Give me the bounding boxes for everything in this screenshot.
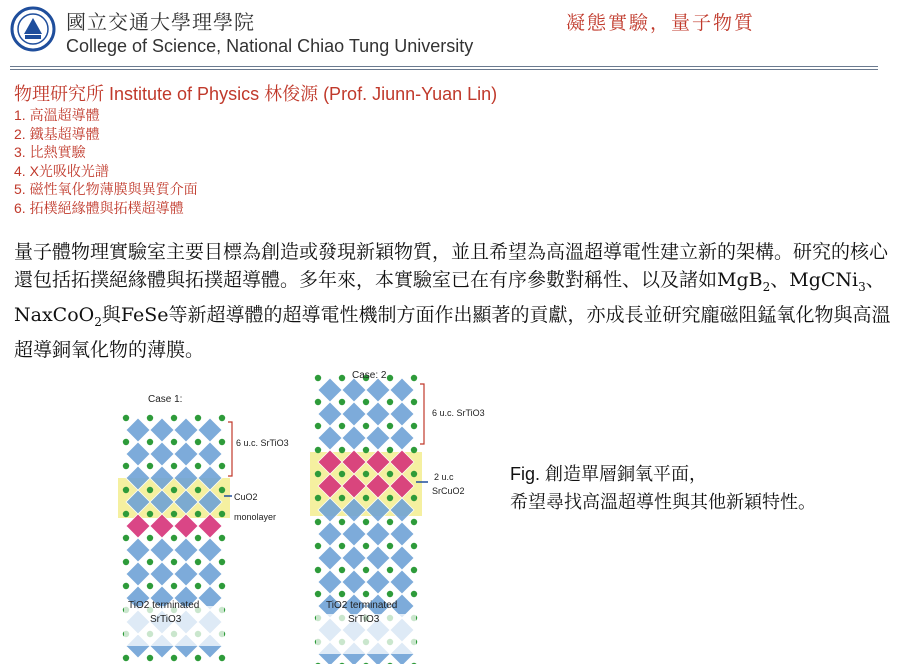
octahedron (174, 538, 198, 562)
atom (123, 511, 129, 517)
atom (411, 567, 417, 573)
atom (147, 655, 153, 661)
atom (411, 543, 417, 549)
atom (219, 583, 225, 589)
atom (387, 495, 393, 501)
octahedron (174, 442, 198, 466)
octahedron (126, 562, 150, 586)
formula-mgcni3: MgCNi (789, 269, 859, 291)
atom (339, 423, 345, 429)
case2-layer-label-2: SrCuO2 (432, 486, 465, 496)
atom (363, 471, 369, 477)
atom (339, 519, 345, 525)
atom (363, 543, 369, 549)
atom (147, 439, 153, 445)
list-item: 2. 鐵基超導體 (14, 125, 100, 142)
case2-substrate-label: TiO2 terminated (326, 600, 398, 611)
atom (315, 567, 321, 573)
atom (195, 439, 201, 445)
formula-mgb2: MgB (717, 269, 763, 291)
atom (171, 655, 177, 661)
atom (195, 583, 201, 589)
atom (123, 583, 129, 589)
atom (219, 559, 225, 565)
atom (171, 487, 177, 493)
octahedron (390, 522, 414, 546)
paragraph-text: 量子體物理實驗室主要目標為創造或發現新穎物質，並且希望為高溫超導電性建立新的架構。研究的核心還包括拓撲絕緣體與拓撲超導體。多年來，本實驗室已在有序參數對稱性、以及諸如 (14, 241, 889, 291)
atom (411, 375, 417, 381)
list-item: 4. X光吸收光譜 (14, 162, 109, 179)
institute-heading: 物理研究所 Institute of Physics 林俊源 (Prof. Jiunn-Yuan Lin) (14, 84, 498, 104)
atom (219, 439, 225, 445)
octahedron (390, 426, 414, 450)
octahedron (150, 538, 174, 562)
atom (387, 423, 393, 429)
atom (171, 463, 177, 469)
octahedron (150, 442, 174, 466)
case2-layer-label: 2 u.c (434, 472, 454, 482)
octahedron (366, 426, 390, 450)
atom (195, 511, 201, 517)
octahedron (366, 378, 390, 402)
caption-line-1: Fig. 創造單層銅氧平面， (510, 464, 708, 484)
separator: 、 (770, 269, 790, 291)
case1-layer-label: CuO2 (234, 492, 258, 502)
atom (411, 471, 417, 477)
octahedron (198, 442, 222, 466)
atom (363, 399, 369, 405)
atom (171, 511, 177, 517)
case2-title: Case: 2 (352, 370, 387, 381)
octahedron (318, 402, 342, 426)
atom (363, 519, 369, 525)
octahedron (318, 546, 342, 570)
atom (219, 463, 225, 469)
atom (339, 567, 345, 573)
substrate-label-bg (124, 606, 224, 646)
list-item: 3. 比熱實驗 (14, 144, 86, 161)
atom (219, 511, 225, 517)
atom (339, 495, 345, 501)
case1-layer-label-2: monolayer (234, 512, 277, 522)
header-divider (10, 66, 878, 67)
atom (411, 447, 417, 453)
octahedron (126, 442, 150, 466)
octahedron (150, 418, 174, 442)
atom (147, 559, 153, 565)
atom (219, 655, 225, 661)
atom (339, 543, 345, 549)
octahedron (366, 546, 390, 570)
atom (219, 415, 225, 421)
atom (315, 471, 321, 477)
case2-substrate-label-2: SrTiO3 (348, 614, 380, 625)
atom (339, 399, 345, 405)
atom (315, 423, 321, 429)
octahedron (174, 418, 198, 442)
case1-title: Case 1: (148, 394, 183, 405)
atom (147, 511, 153, 517)
atom (171, 583, 177, 589)
atom (387, 375, 393, 381)
atom (387, 591, 393, 597)
atom (315, 543, 321, 549)
case2-top-label: 6 u.c. SrTiO3 (432, 408, 485, 418)
university-name-en: College of Science, National Chiao Tung University (66, 36, 474, 56)
atom (219, 487, 225, 493)
atom (123, 463, 129, 469)
bracket (228, 422, 232, 476)
octahedron (318, 378, 342, 402)
atom (339, 375, 345, 381)
bracket (420, 384, 424, 444)
atom (147, 535, 153, 541)
atom (363, 447, 369, 453)
atom (123, 487, 129, 493)
atom (411, 399, 417, 405)
crystal-structure-figure (110, 366, 490, 664)
atom (123, 535, 129, 541)
atom (363, 423, 369, 429)
octahedron (366, 522, 390, 546)
atom (123, 559, 129, 565)
atom (387, 399, 393, 405)
octahedron (342, 522, 366, 546)
atom (147, 415, 153, 421)
octahedron (342, 570, 366, 594)
octahedron (126, 538, 150, 562)
case1-top-label: 6 u.c. SrTiO3 (236, 438, 289, 448)
atom (123, 439, 129, 445)
atom (219, 535, 225, 541)
header-divider-2 (10, 69, 878, 70)
octahedron (318, 426, 342, 450)
formula-subscript: 2 (762, 279, 771, 294)
list-item: 5. 磁性氧化物薄膜與異質介面 (14, 181, 198, 198)
octahedron (198, 418, 222, 442)
octahedron (342, 546, 366, 570)
atom (123, 415, 129, 421)
octahedron (390, 546, 414, 570)
atom (195, 415, 201, 421)
atom (315, 447, 321, 453)
atom (363, 567, 369, 573)
atom (339, 591, 345, 597)
atom (315, 519, 321, 525)
atom (171, 439, 177, 445)
research-topic: 凝態實驗，量子物質 (566, 12, 756, 34)
atom (195, 655, 201, 661)
atom (147, 487, 153, 493)
formula-subscript: 3 (858, 279, 866, 294)
atom (123, 655, 129, 661)
octahedron (390, 402, 414, 426)
octahedron (342, 426, 366, 450)
octahedron (390, 378, 414, 402)
atom (315, 375, 321, 381)
atom (387, 447, 393, 453)
octahedron (318, 522, 342, 546)
case1-substrate-label-2: SrTiO3 (150, 614, 182, 625)
octahedron (126, 418, 150, 442)
formula-subscript: 2 (94, 314, 102, 329)
formula-fese: FeSe (120, 303, 169, 326)
atom (195, 535, 201, 541)
list-item: 1. 高溫超導體 (14, 107, 100, 123)
atom (315, 591, 321, 597)
octahedron (342, 378, 366, 402)
university-name-cn: 國立交通大學理學院 (66, 10, 255, 34)
octahedron (390, 570, 414, 594)
atom (171, 559, 177, 565)
university-logo (10, 6, 56, 52)
figure-caption (510, 460, 816, 516)
caption-line-2: 希望尋找高溫超導性與其他新穎特性。 (510, 492, 816, 512)
atom (195, 559, 201, 565)
description-paragraph (14, 238, 896, 364)
atom (195, 463, 201, 469)
atom (147, 463, 153, 469)
atom (339, 447, 345, 453)
atom (411, 519, 417, 525)
atom (387, 543, 393, 549)
paragraph-text: 等新超導體的超導電性機制方面作出顯著的貢獻，亦成長並研究龐磁阻錳氧化物與高溫超導銅氧化物的薄膜。 (14, 303, 891, 361)
research-topics-list (14, 106, 198, 218)
atom (387, 471, 393, 477)
octahedron (366, 570, 390, 594)
atom (387, 519, 393, 525)
atom (363, 495, 369, 501)
atom (387, 567, 393, 573)
octahedron (342, 402, 366, 426)
atom (171, 535, 177, 541)
atom (315, 399, 321, 405)
atom (315, 495, 321, 501)
atom (411, 423, 417, 429)
octahedron (198, 538, 222, 562)
atom (339, 471, 345, 477)
atom (363, 591, 369, 597)
atom (171, 415, 177, 421)
atom (411, 495, 417, 501)
list-item: 6. 拓樸絕緣體與拓樸超導體 (14, 199, 184, 216)
octahedron (150, 562, 174, 586)
separator: 與 (101, 303, 121, 326)
atom (147, 583, 153, 589)
separator: 、 (865, 269, 885, 291)
octahedron (366, 402, 390, 426)
atom (411, 591, 417, 597)
octahedron (174, 562, 198, 586)
octahedron (198, 562, 222, 586)
atom (195, 487, 201, 493)
case1-substrate-label: TiO2 terminated (128, 600, 200, 611)
octahedron (318, 570, 342, 594)
formula-naxcoo2: NaxCoO (14, 303, 95, 326)
